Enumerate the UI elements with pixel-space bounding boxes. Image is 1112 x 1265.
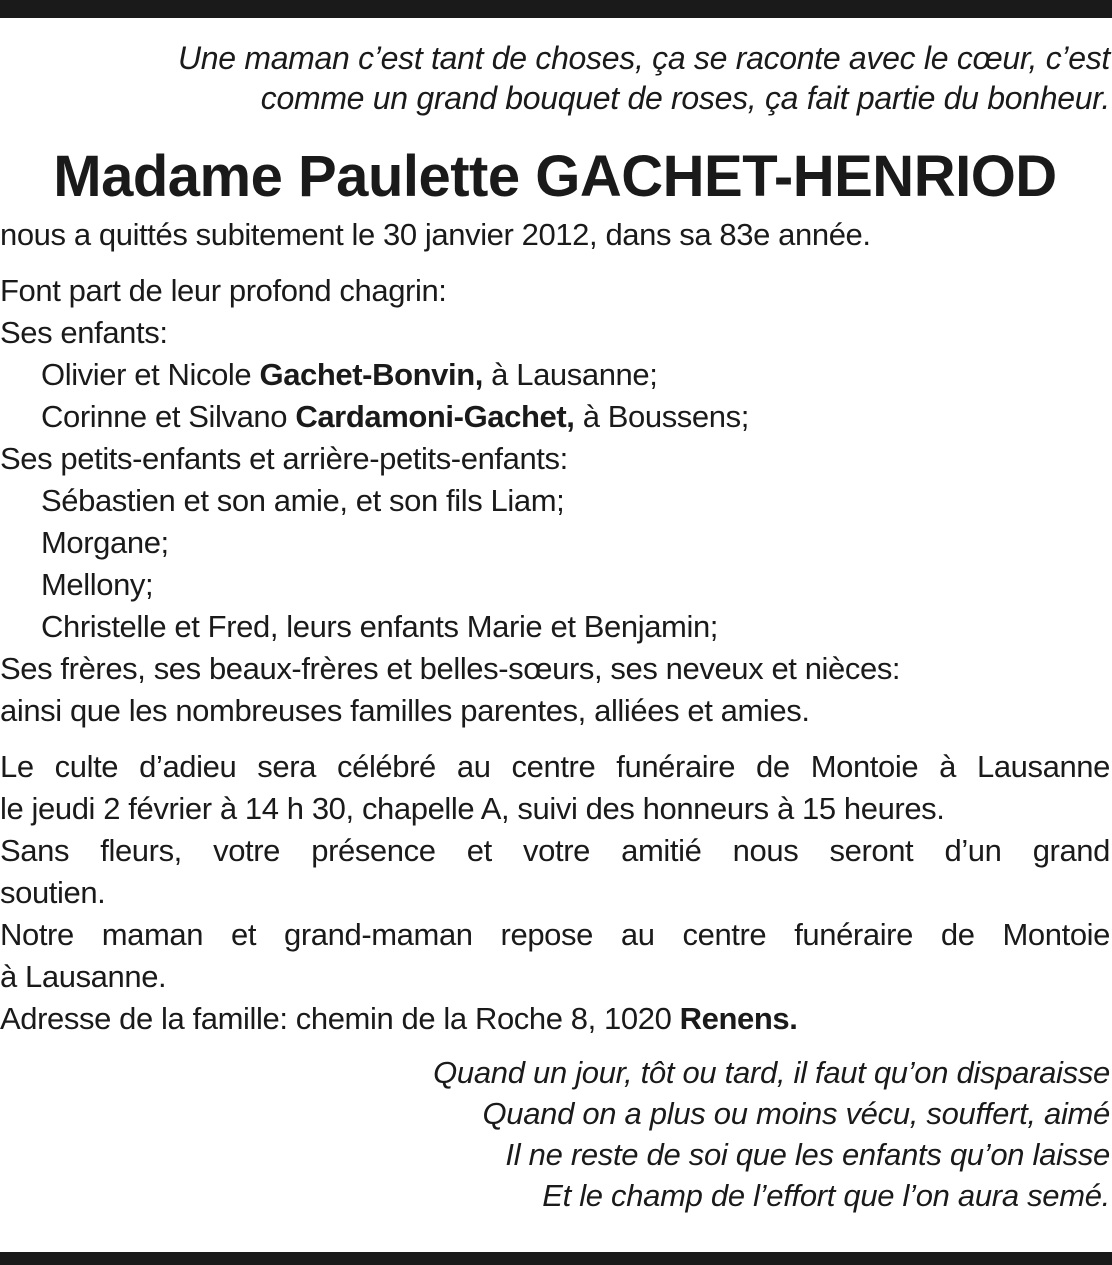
child-names: Olivier et Nicole	[41, 357, 260, 392]
bottom-rule	[0, 1252, 1112, 1265]
grandchild-entry: Sébastien et son amie, et son fils Liam;	[41, 483, 565, 518]
poem-line: Quand on a plus ou moins vécu, souffert, aimé	[482, 1096, 1110, 1131]
top-rule	[0, 0, 1112, 18]
child-entry	[0, 354, 1110, 396]
grandchild-entry: Morgane;	[41, 525, 169, 560]
child-entry	[0, 396, 1110, 438]
address-street: Adresse de la famille: chemin de la Roche 8, 1020	[0, 1001, 680, 1036]
child-names: Corinne et Silvano	[41, 399, 296, 434]
children-label: Ses enfants:	[0, 315, 168, 350]
poem-line: Il ne reste de soi que les enfants qu’on laisse	[505, 1137, 1110, 1172]
child-surname: Cardamoni-Gachet,	[295, 399, 575, 434]
service-line: Le culte d’adieu sera célébré au centre funéraire de Montoie à Lausanne	[0, 749, 1110, 784]
grandchild-entry: Mellony;	[41, 567, 154, 602]
poem-line: Quand un jour, tôt ou tard, il faut qu’on disparaisse	[433, 1055, 1110, 1090]
family-address	[0, 998, 1110, 1040]
closing-poem	[0, 1052, 1110, 1216]
grandchild-entry: Christelle et Fred, leurs enfants Marie et Benjamin;	[41, 609, 719, 644]
relatives-line: ainsi que les nombreuses familles parentes, alliées et amies.	[0, 693, 810, 728]
family-list	[0, 270, 1110, 732]
child-location: à Boussens;	[574, 399, 749, 434]
rest-line: à Lausanne.	[0, 959, 167, 994]
rest-line: Notre maman et grand-maman repose au centre funéraire de Montoie	[0, 917, 1110, 952]
epigraph-line: Une maman c’est tant de choses, ça se raconte avec le cœur, c’est	[177, 40, 1110, 76]
child-surname: Gachet-Bonvin,	[259, 357, 483, 392]
siblings-line: Ses frères, ses beaux-frères et belles-sœurs, ses neveux et nièces:	[0, 651, 901, 686]
announce-line: Font part de leur profond chagrin:	[0, 273, 447, 308]
epigraph	[0, 38, 1110, 118]
deceased-name: Madame Paulette GACHET-HENRIOD	[53, 144, 1057, 209]
epigraph-line: comme un grand bouquet de roses, ça fait partie du bonheur.	[260, 80, 1110, 116]
address-city: Renens.	[679, 1001, 798, 1036]
grandchildren-label: Ses petits-enfants et arrière-petits-enfants:	[0, 441, 568, 476]
flowers-line: soutien.	[0, 875, 106, 910]
service-line: le jeudi 2 février à 14 h 30, chapelle A, suivi des honneurs à 15 heures.	[0, 791, 945, 826]
obituary-notice	[0, 38, 1110, 1216]
poem-line: Et le champ de l’effort que l’on aura semé.	[542, 1178, 1110, 1213]
child-location: à Lausanne;	[482, 357, 658, 392]
notice-body	[0, 214, 1110, 1040]
death-announcement: nous a quittés subitement le 30 janvier 2012, dans sa 83e année.	[0, 217, 871, 252]
flowers-line: Sans fleurs, votre présence et votre amitié nous seront d’un grand	[0, 833, 1110, 868]
service-details	[0, 746, 1110, 1040]
